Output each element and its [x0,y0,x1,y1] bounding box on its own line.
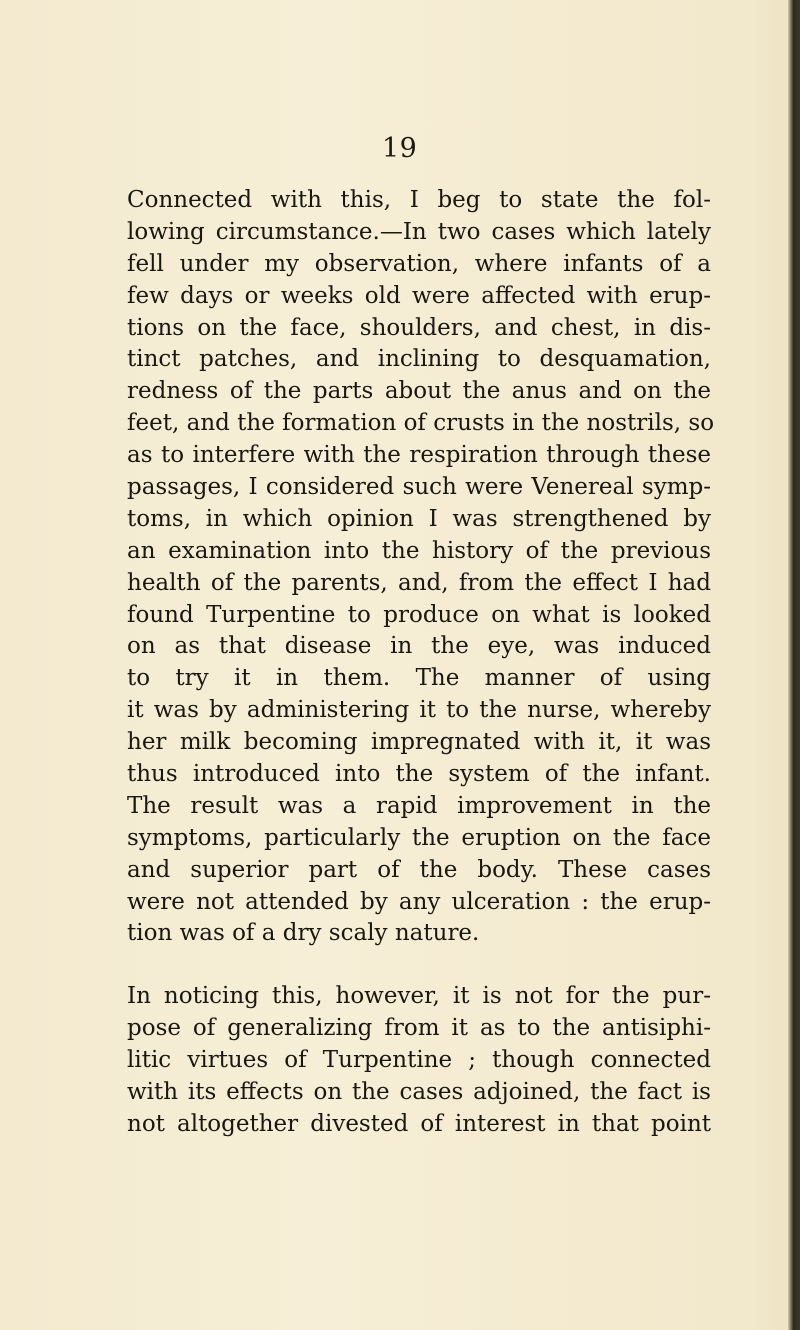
page-number: 19 [382,133,418,164]
text-line: tinct patches, and inclining to desquamation, [127,346,711,373]
text-line: an examination into the history of the previous [127,537,711,564]
body-text [127,185,715,1141]
text-line: redness of the parts about the anus and on the [127,378,711,405]
text-line: symptoms, particularly the eruption on the face [127,824,711,851]
text-line: Connected with this, I beg to state the fol- [127,187,711,213]
text-line: toms, in which opinion I was strengthened by [127,505,711,532]
text-line: found Turpentine to produce on what is looked [127,601,711,628]
text-line: litic virtues of Turpentine ; though connected [127,1047,711,1074]
text-line: pose of generalizing from it as to the antisiphi- [127,1015,711,1042]
text-line: with its effects on the cases adjoined, the fact is [127,1079,711,1106]
binding-edge [788,0,800,1330]
text-line: her milk becoming impregnated with it, it was [127,729,711,756]
text-line: In noticing this, however, it is not for the pur- [127,983,711,1010]
text-line: The result was a rapid improvement in the [127,792,711,819]
text-line: fell under my observation, where infants of a [127,250,711,277]
text-line: thus introduced into the system of the infant. [127,761,711,788]
text-line: were not attended by any ulceration : the erup- [127,888,711,915]
text-line: lowing circumstance.—In two cases which lately [127,218,711,245]
text-line: health of the parents, and, from the effect I had [127,569,711,596]
text-line: on as that disease in the eye, was induced [127,633,711,660]
text-line: and superior part of the body. These cases [127,856,711,883]
text-line: tion was of a dry scaly nature. [127,920,480,947]
text-line: to try it in them. The manner of using [127,665,711,692]
text-line: passages, I considered such were Venereal symp- [127,474,711,501]
paragraph-gap [127,950,711,981]
text-line: few days or weeks old were affected with erup- [127,282,711,309]
paragraph-1 [127,185,715,950]
text-line: tions on the face, shoulders, and chest, in dis- [127,314,711,341]
text-line: it was by administering it to the nurse, whereby [127,697,711,724]
text-line: not altogether divested of interest in that point [127,1110,711,1137]
paragraph-2 [127,981,711,1140]
text-line: feet, and the formation of crusts in the nostrils, so [127,410,715,437]
text-line: as to interfere with the respiration through these [127,442,711,469]
